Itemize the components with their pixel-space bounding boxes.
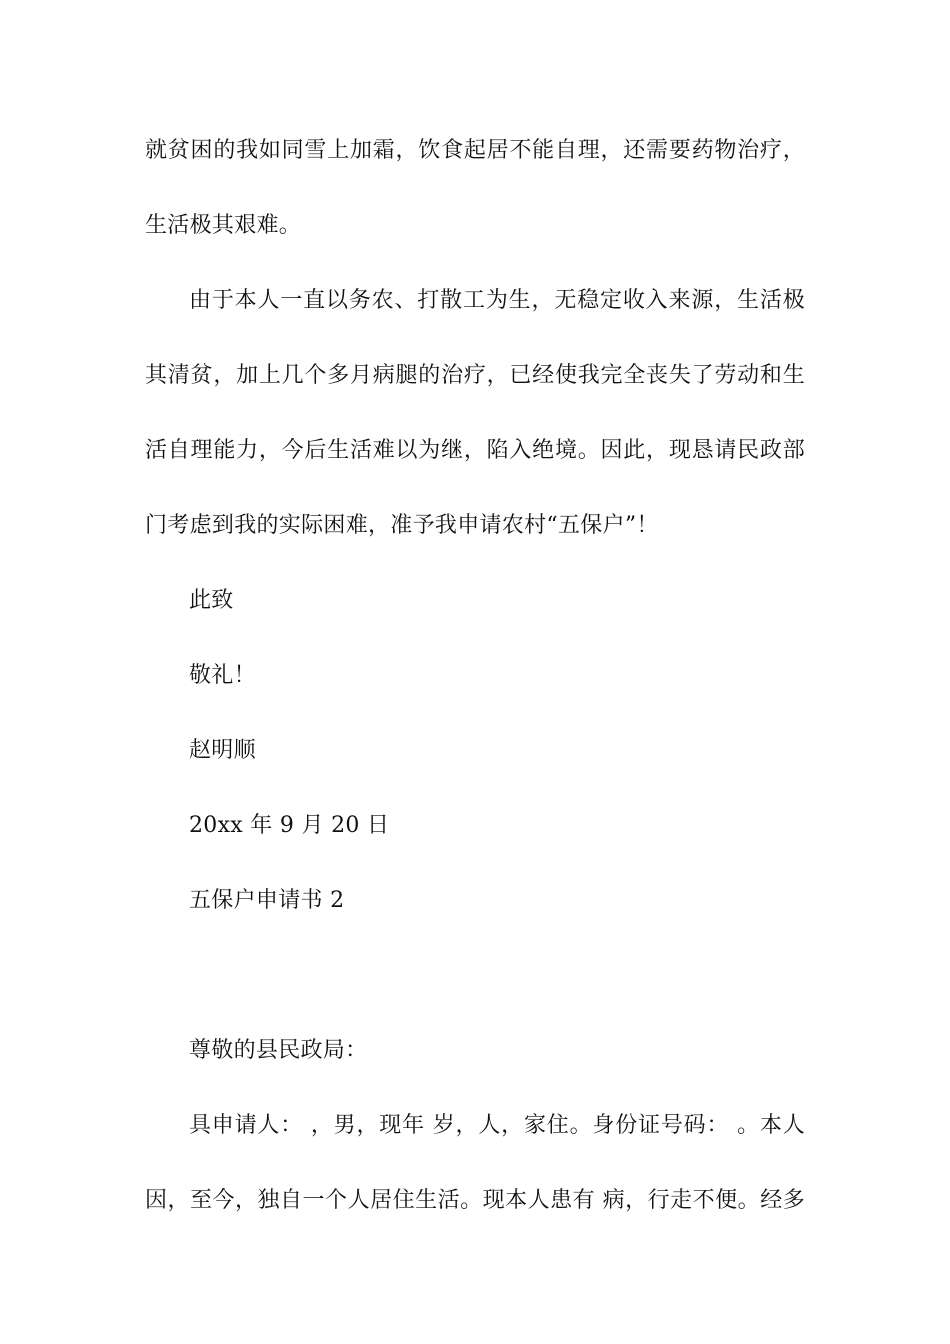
signature-date: 20xx 年 9 月 20 日 <box>189 813 390 838</box>
paragraph-line: 其清贫，加上几个多月病腿的治疗，已经使我完全丧失了劳动和生 <box>145 363 805 388</box>
paragraph-line: 生活极其艰难。 <box>145 213 302 238</box>
paragraph-line: 因，至今，独自一个人居住生活。现本人患有 病，行走不便。经多 <box>145 1188 805 1213</box>
closing-salutation: 此致 <box>189 588 234 613</box>
letter-greeting: 尊敬的县民政局： <box>189 1038 368 1063</box>
paragraph-line: 具申请人： ，男，现年 岁，人，家住。身份证号码： 。本人 <box>189 1113 805 1138</box>
signature-name: 赵明顺 <box>189 738 256 763</box>
paragraph-line: 活自理能力，今后生活难以为继，陷入绝境。因此，现恳请民政部 <box>145 438 805 463</box>
section-title: 五保户申请书 2 <box>189 888 345 913</box>
closing-regards: 敬礼！ <box>189 663 256 688</box>
paragraph-line: 门考虑到我的实际困难，准予我申请农村“五保户”！ <box>145 513 659 538</box>
paragraph-line: 由于本人一直以务农、打散工为生，无稳定收入来源，生活极 <box>189 288 805 313</box>
paragraph-line: 就贫困的我如同雪上加霜，饮食起居不能自理，还需要药物治疗， <box>145 138 805 163</box>
